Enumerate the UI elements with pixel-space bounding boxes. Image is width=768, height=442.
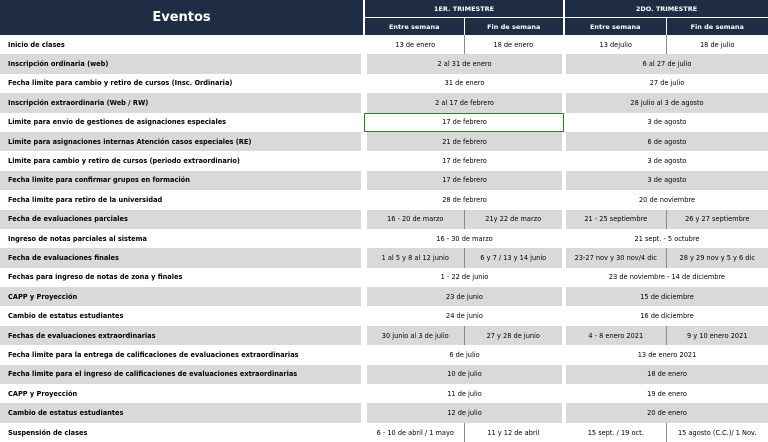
- date-cell[interactable]: 3 de agosto: [564, 113, 768, 132]
- date-cell[interactable]: 19 de enero: [564, 384, 768, 403]
- event-label[interactable]: Fechas de evaluaciones extraordinarias: [0, 326, 364, 345]
- table-row: [0, 287, 768, 306]
- event-label[interactable]: Limite para envío de gestiones de asignaciones especiales: [0, 113, 364, 132]
- event-label[interactable]: Fecha limite para cambio y retiro de cursos (Insc. Ordinaria): [0, 74, 364, 93]
- date-cell[interactable]: 28 y 29 nov y 5 y 6 dic: [666, 248, 768, 267]
- event-label[interactable]: Cambio de estatus estudiantes: [0, 403, 364, 422]
- date-cell[interactable]: 28 de febrero: [364, 190, 564, 209]
- event-label[interactable]: Fecha de evaluaciones parciales: [0, 210, 364, 229]
- date-cell[interactable]: 24 de junio: [364, 306, 564, 325]
- date-cell[interactable]: 2 al 31 de enero: [364, 54, 564, 73]
- date-cell[interactable]: 30 junio al 3 de julio: [364, 326, 464, 345]
- table-row: [0, 345, 768, 364]
- date-cell[interactable]: 13 de enero 2021: [564, 345, 768, 364]
- date-cell[interactable]: 17 de febrero: [364, 171, 564, 190]
- date-cell[interactable]: 11 y 12 de abril: [464, 423, 564, 442]
- event-label[interactable]: Limite para asignaciones internas Atención casos especiales (RE): [0, 132, 364, 151]
- table-row: [0, 74, 768, 93]
- date-cell[interactable]: 21 sept. - 5 octubre: [564, 229, 768, 248]
- table-row: [0, 151, 768, 170]
- event-label[interactable]: Inscripción extraordinaria (Web / RW): [0, 93, 364, 112]
- date-cell[interactable]: 6 - 10 de abril / 1 mayo: [364, 423, 464, 442]
- date-cell[interactable]: 3 de agosto: [564, 171, 768, 190]
- date-cell[interactable]: 6 de julio: [364, 345, 564, 364]
- selected-date-cell[interactable]: 17 de febrero: [364, 113, 564, 132]
- date-cell[interactable]: 23 de junio: [364, 287, 564, 306]
- date-cell[interactable]: 3 de agosto: [564, 151, 768, 170]
- date-cell[interactable]: 13 dejulio: [564, 35, 666, 54]
- table-row: [0, 54, 768, 73]
- t2-weekend-header: Fin de semana: [666, 18, 768, 36]
- table-row: [0, 190, 768, 209]
- event-label[interactable]: CAPP y Proyección: [0, 287, 364, 306]
- events-column-header: Eventos: [0, 0, 364, 35]
- table-row: [0, 35, 768, 54]
- date-cell[interactable]: 13 de enero: [364, 35, 464, 54]
- date-cell[interactable]: 20 de enero: [564, 403, 768, 422]
- date-cell[interactable]: 6 y 7 / 13 y 14 junio: [464, 248, 564, 267]
- date-cell[interactable]: 9 y 10 enero 2021: [666, 326, 768, 345]
- second-trimester-header: 2DO. TRIMESTRE: [564, 0, 768, 18]
- date-cell[interactable]: 17 de febrero: [364, 151, 564, 170]
- table-row: [0, 248, 768, 267]
- date-cell[interactable]: 21 de febrero: [364, 132, 564, 151]
- date-cell[interactable]: 15 agosto (C.C.)/ 1 Nov.: [666, 423, 768, 442]
- date-cell[interactable]: 1 - 22 de junio: [364, 268, 564, 287]
- event-label[interactable]: Suspensión de clases: [0, 423, 364, 442]
- date-cell[interactable]: 15 de diciembre: [564, 287, 768, 306]
- table-row: [0, 229, 768, 248]
- table-row: [0, 384, 768, 403]
- event-label[interactable]: Fecha limite para retiro de la universidad: [0, 190, 364, 209]
- date-cell[interactable]: 2 al 17 de febrero: [364, 93, 564, 112]
- date-cell[interactable]: 6 de agosto: [564, 132, 768, 151]
- t1-weekday-header: Entre semana: [364, 18, 464, 36]
- date-cell[interactable]: 18 de julio: [666, 35, 768, 54]
- event-label[interactable]: Fecha de evaluaciones finales: [0, 248, 364, 267]
- event-label[interactable]: Fecha limite para el ingreso de calificaciones de evaluaciones extraordinarias: [0, 365, 364, 384]
- event-label[interactable]: Ingreso de notas parciales al sistema: [0, 229, 364, 248]
- table-row: [0, 403, 768, 422]
- t2-weekday-header: Entre semana: [564, 18, 666, 36]
- event-label[interactable]: Fecha limite para confirmar grupos en formación: [0, 171, 364, 190]
- table-row: [0, 171, 768, 190]
- t1-weekend-header: Fin de semana: [464, 18, 564, 36]
- date-cell[interactable]: 11 de julio: [364, 384, 564, 403]
- event-label[interactable]: Cambio de estatus estudiantes: [0, 306, 364, 325]
- table-row: [0, 132, 768, 151]
- date-cell[interactable]: 18 de enero: [464, 35, 564, 54]
- date-cell[interactable]: 21 - 25 septiembre: [564, 210, 666, 229]
- date-cell[interactable]: 21y 22 de marzo: [464, 210, 564, 229]
- table-row: [0, 113, 768, 132]
- table-row: [0, 423, 768, 442]
- date-cell[interactable]: 12 de julio: [364, 403, 564, 422]
- date-cell[interactable]: 20 de noviembre: [564, 190, 768, 209]
- table-row: [0, 93, 768, 112]
- date-cell[interactable]: 1 al 5 y 8 al 12 junio: [364, 248, 464, 267]
- table-row: [0, 210, 768, 229]
- date-cell[interactable]: 28 julio al 3 de agosto: [564, 93, 768, 112]
- event-label[interactable]: Inicio de clases: [0, 35, 364, 54]
- date-cell[interactable]: 26 y 27 septiembre: [666, 210, 768, 229]
- table-row: [0, 365, 768, 384]
- date-cell[interactable]: 27 y 28 de junio: [464, 326, 564, 345]
- date-cell[interactable]: 16 - 20 de marzo: [364, 210, 464, 229]
- table-row: [0, 306, 768, 325]
- date-cell[interactable]: 15 sept. / 19 oct.: [564, 423, 666, 442]
- event-label[interactable]: CAPP y Proyección: [0, 384, 364, 403]
- date-cell[interactable]: 23-27 nov y 30 nov/4 dic: [564, 248, 666, 267]
- event-label[interactable]: Fecha limite para la entrega de calificaciones de evaluaciones extraordinarias: [0, 345, 364, 364]
- first-trimester-header: 1ER. TRIMESTRE: [364, 0, 564, 18]
- date-cell[interactable]: 16 de diciembre: [564, 306, 768, 325]
- event-label[interactable]: Fechas para ingreso de notas de zona y finales: [0, 268, 364, 287]
- date-cell[interactable]: 16 - 30 de marzo: [364, 229, 564, 248]
- event-label[interactable]: Inscripción ordinaria (web): [0, 54, 364, 73]
- date-cell[interactable]: 23 de noviembre - 14 de diciembre: [564, 268, 768, 287]
- date-cell[interactable]: 27 de julio: [564, 74, 768, 93]
- date-cell[interactable]: 31 de enero: [364, 74, 564, 93]
- table-row: [0, 326, 768, 345]
- table-row: [0, 268, 768, 287]
- date-cell[interactable]: 4 - 8 enero 2021: [564, 326, 666, 345]
- event-label[interactable]: Limite para cambio y retiro de cursos (periodo extraordinario): [0, 151, 364, 170]
- date-cell[interactable]: 6 al 27 de julio: [564, 54, 768, 73]
- date-cell[interactable]: 18 de enero: [564, 365, 768, 384]
- date-cell[interactable]: 10 de julio: [364, 365, 564, 384]
